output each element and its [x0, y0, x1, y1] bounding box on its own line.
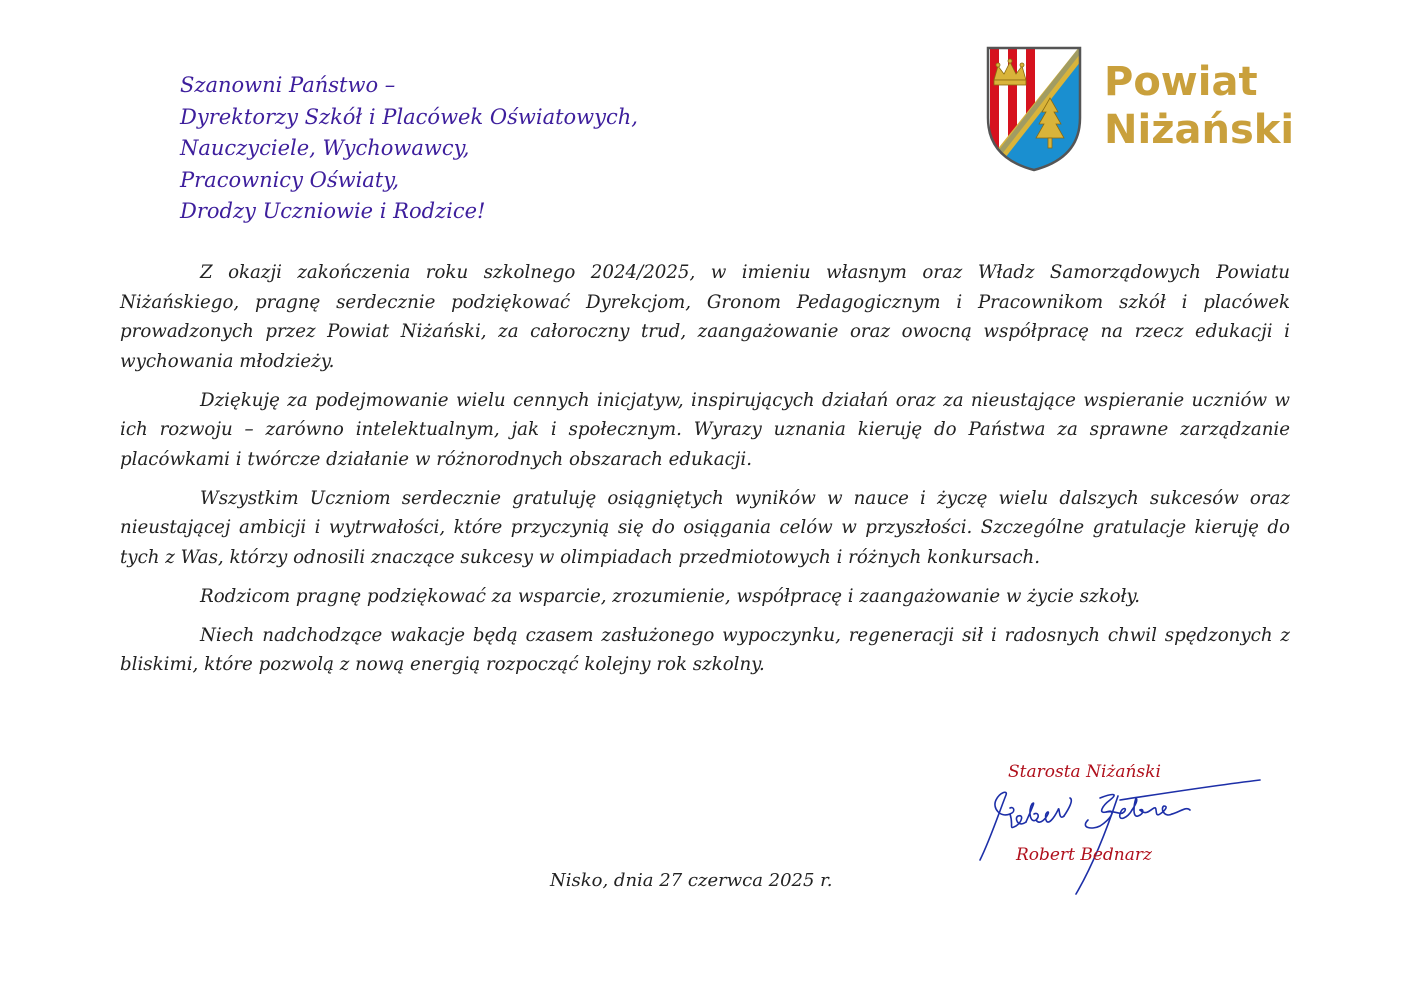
paragraph: Rodzicom pragnę podziękować za wsparcie, zrozumienie, współpracę i zaangażowanie w życie szkoły.	[200, 585, 1141, 607]
paragraph: Dziękuję za podejmowanie wielu cennych inicjatyw, inspirujących działań oraz za nieustające wspieranie uczniów w ich rozwoju – zarówno intelektualnym, jak i społecznym. Wyrazy uznania kieruję do Państwa za sprawne zarządzanie placówkami i twórcze działanie w różnorodnych obszarach edukacji.	[120, 389, 1290, 470]
coat-of-arms-icon	[984, 46, 1084, 172]
signature-name: Robert Bednarz	[1016, 845, 1152, 865]
paragraph: Z okazji zakończenia roku szkolnego 2024/2025, w imieniu własnym oraz Władz Samorządowych Powiatu Niżańskiego, pragnę serdecznie podziękować Dyrekcjom, Gronom Pedagogicznym i Pracownikom szkół i placówek prowadzonych przez Powiat Niżański, za całoroczny trud, zaangażowanie oraz owocną współpracę na rzecz edukacji i wychowania młodzieży.	[120, 262, 1290, 372]
handwritten-signature	[970, 770, 1270, 900]
greeting-line: Pracownicy Oświaty,	[180, 167, 400, 192]
place-date: Nisko, dnia 27 czerwca 2025 r.	[550, 870, 833, 891]
logo-line-2: Niżański	[1104, 107, 1295, 153]
powiat-logo	[984, 46, 1295, 176]
paragraph: Wszystkim Uczniom serdecznie gratuluję osiągniętych wyników w nauce i życzę wielu dalszych sukcesów oraz nieustającej ambicji i wytrwałości, które przyczynią się do osiągania celów w przyszłości. Szczególne gratulacje kieruję do tych z Was, którzy odnosili znaczące sukcesy w olimpiadach przedmiotowych i różnych konkursach.	[120, 487, 1290, 568]
greeting-line: Szanowni Państwo –	[180, 73, 396, 97]
logo-text	[1104, 58, 1294, 154]
paragraph: Niech nadchodzące wakacje będą czasem zasłużonego wypoczynku, regeneracji sił i radosnych chwil spędzonych z bliskimi, które pozwolą z nową energią rozpocząć kolejny rok szkolny.	[120, 624, 1290, 675]
logo-line-1: Powiat	[1104, 59, 1258, 105]
letter-body	[120, 258, 1290, 689]
greeting-line: Nauczyciele, Wychowawcy,	[180, 136, 470, 160]
greeting-line: Drodzy Uczniowie i Rodzice!	[180, 199, 486, 223]
signature-title: Starosta Niżański	[1008, 762, 1161, 782]
greeting	[180, 70, 638, 228]
greeting-line: Dyrektorzy Szkół i Placówek Oświatowych,	[180, 104, 638, 129]
